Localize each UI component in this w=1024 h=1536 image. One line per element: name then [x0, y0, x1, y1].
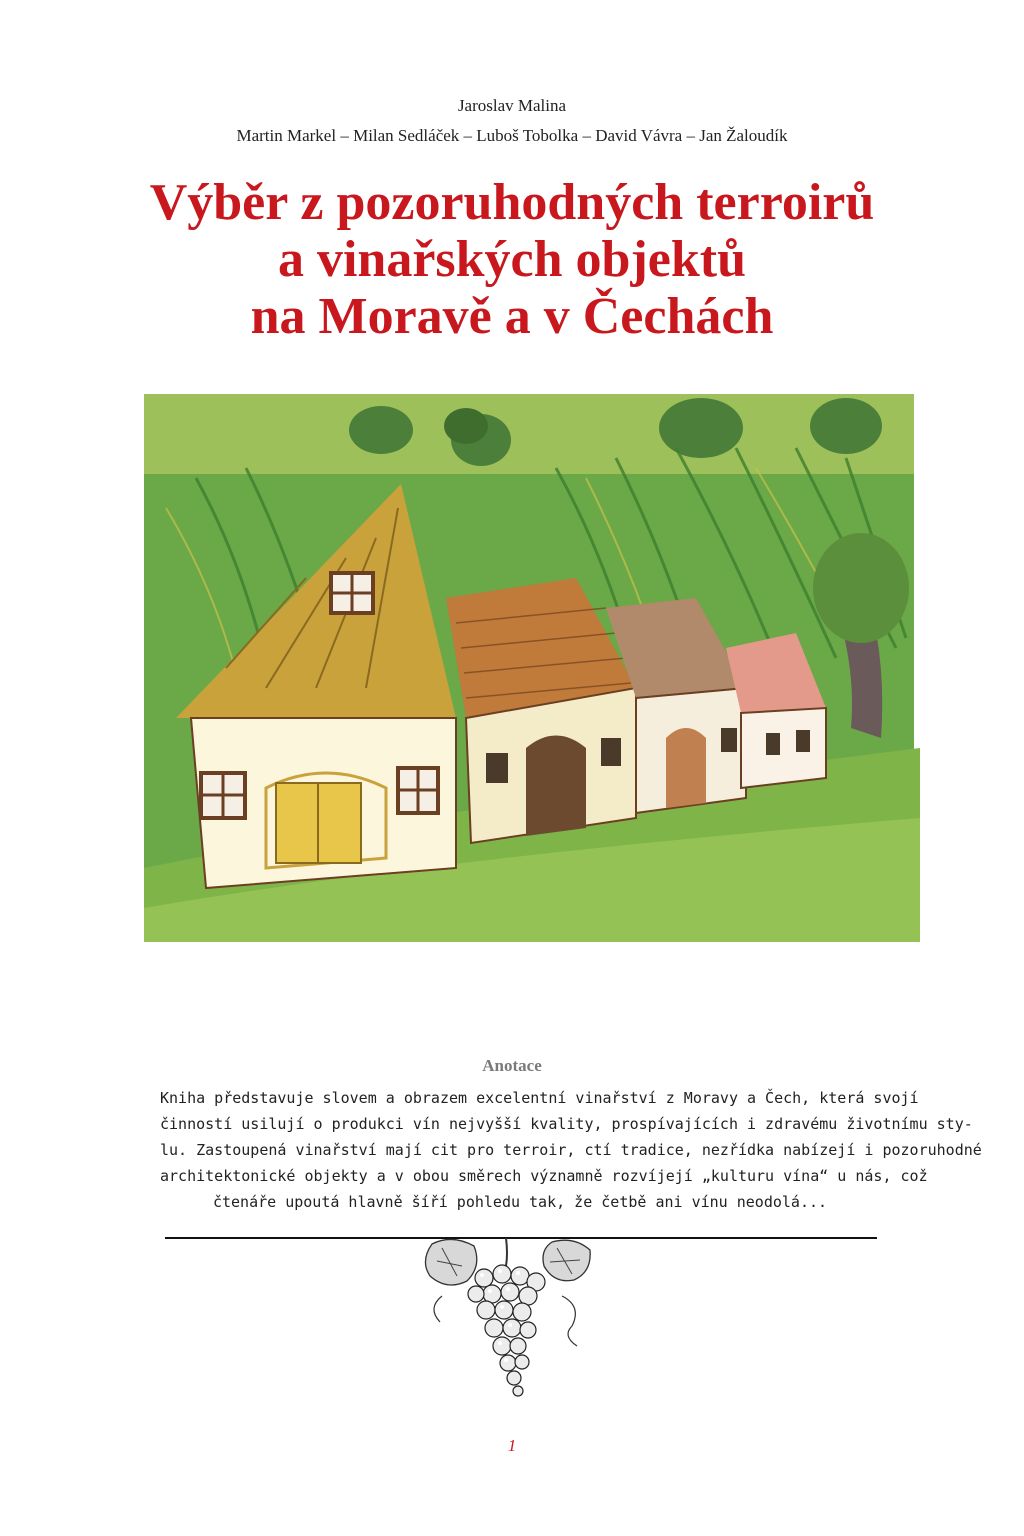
title-line-1: Výběr z pozoruhodných terroirů: [149, 174, 875, 231]
annotation-line: čtenáře upoutá hlavně šíří pohledu tak, že četbě ani vínu neodolá...: [212, 1193, 828, 1211]
annotation-line: architektonické objekty a v obou směrech významně rozvíjejí „kulturu vína“ u nás, což: [160, 1167, 928, 1185]
page-number: 1: [507, 1436, 517, 1455]
title-line-3: na Moravě a v Čechách: [250, 288, 774, 345]
annotation-heading: Anotace: [482, 1056, 542, 1075]
annotation-line: Kniha představuje slovem a obrazem excelentní vinařství z Moravy a Čech, která svojí: [160, 1089, 919, 1107]
book-title: [40, 174, 984, 345]
annotation-line: lu. Zastoupená vinařství mají cit pro terroir, ctí tradice, nezřídka nabízejí i pozoruhodné: [160, 1141, 982, 1159]
grape-cluster-icon: [412, 1236, 600, 1398]
annotation-text: [160, 1085, 982, 1215]
co-authors: Martin Markel – Milan Sedláček – Luboš Tobolka – David Vávra – Jan Žaloudík: [236, 126, 788, 145]
main-author: Jaroslav Malina: [457, 96, 567, 115]
annotation-line: činností usilují o produkci vín nejvyšší kvality, prospívajících i zdravému životnímu sty-: [160, 1115, 973, 1133]
title-line-2: a vinařských objektů: [277, 231, 747, 288]
village-illustration: [136, 388, 920, 948]
